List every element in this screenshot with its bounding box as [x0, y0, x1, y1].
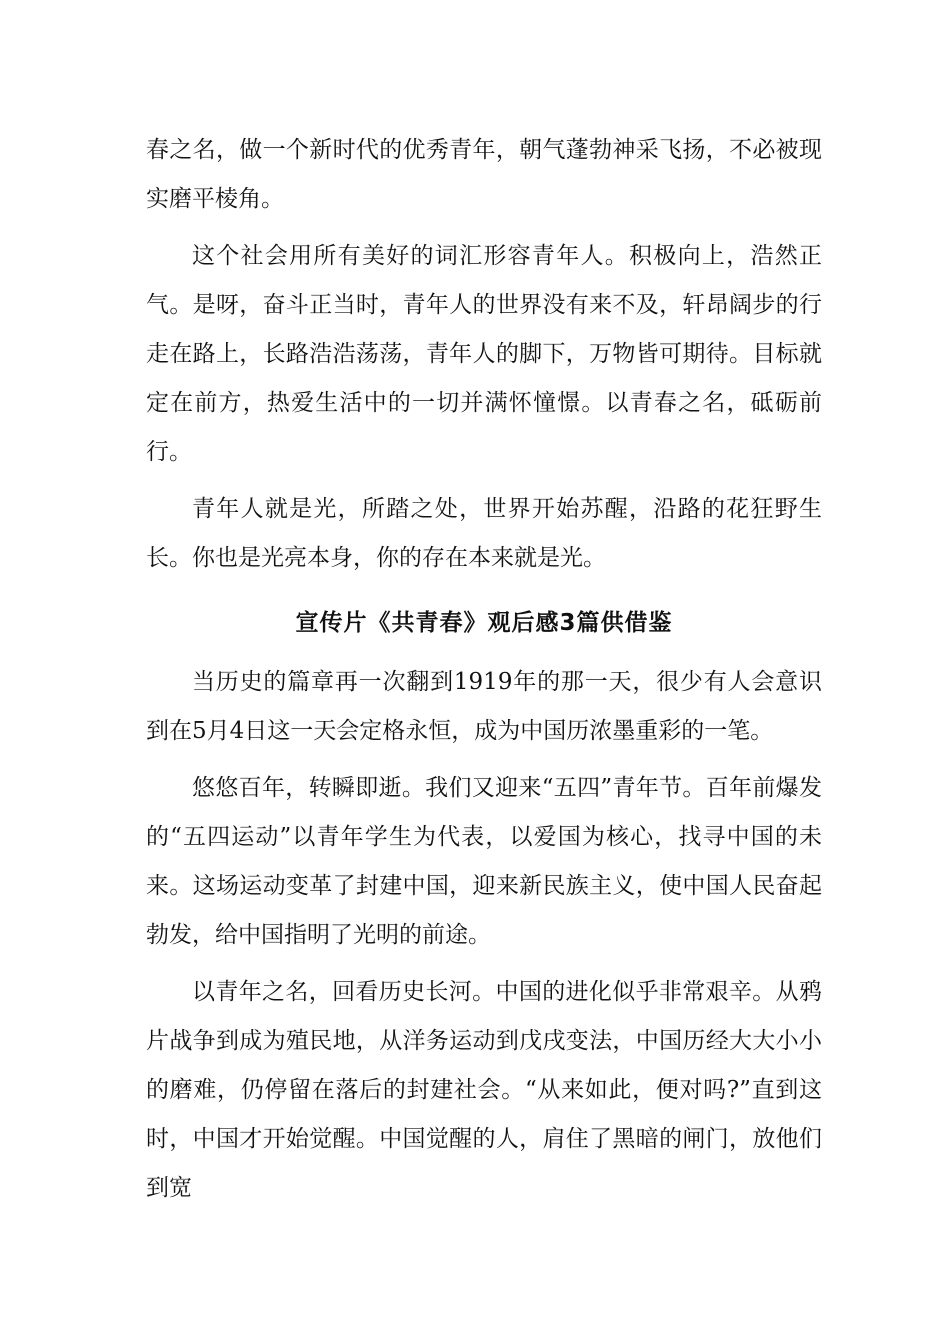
paragraph: 青年人就是光，所踏之处，世界开始苏醒，沿路的花狂野生长。你也是光亮本身，你的存在本来就是光。	[146, 496, 822, 571]
paragraph: 以青年之名，回看历史长河。中国的进化似乎非常艰辛。从鸦片战争到成为殖民地，从洋务运动到戊戌变法，中国历经大大小小的磨难，仍停留在落后的封建社会。“从来如此，便对吗?”直到这时，中国才开始觉醒。中国觉醒的人，肩住了黑暗的闸门，放他们到宽	[146, 979, 822, 1201]
paragraph: 悠悠百年，转瞬即逝。我们又迎来“五四”青年节。百年前爆发的“五四运动”以青年学生为代表，以爱国为核心，找寻中国的未来。这场运动变革了封建中国，迎来新民族主义，使中国人民奋起勃发，给中国指明了光明的前途。	[146, 775, 822, 948]
document-body	[146, 126, 822, 1221]
paragraph: 当历史的篇章再一次翻到1919年的那一天，很少有人会意识到在5月4日这一天会定格永恒，成为中国历浓墨重彩的一笔。	[146, 669, 822, 744]
paragraph: 这个社会用所有美好的词汇形容青年人。积极向上，浩然正气。是呀，奋斗正当时，青年人的世界没有来不及，轩昂阔步的行走在路上，长路浩浩荡荡，青年人的脚下，万物皆可期待。目标就定在前方，热爱生活中的一切并满怀憧憬。以青春之名，砥砺前行。	[146, 243, 822, 465]
paragraph-continued: 春之名，做一个新时代的优秀青年，朝气蓬勃神采飞扬，不必被现实磨平棱角。	[146, 137, 822, 212]
section-heading: 宣传片《共青春》观后感3篇供借鉴	[295, 610, 673, 636]
